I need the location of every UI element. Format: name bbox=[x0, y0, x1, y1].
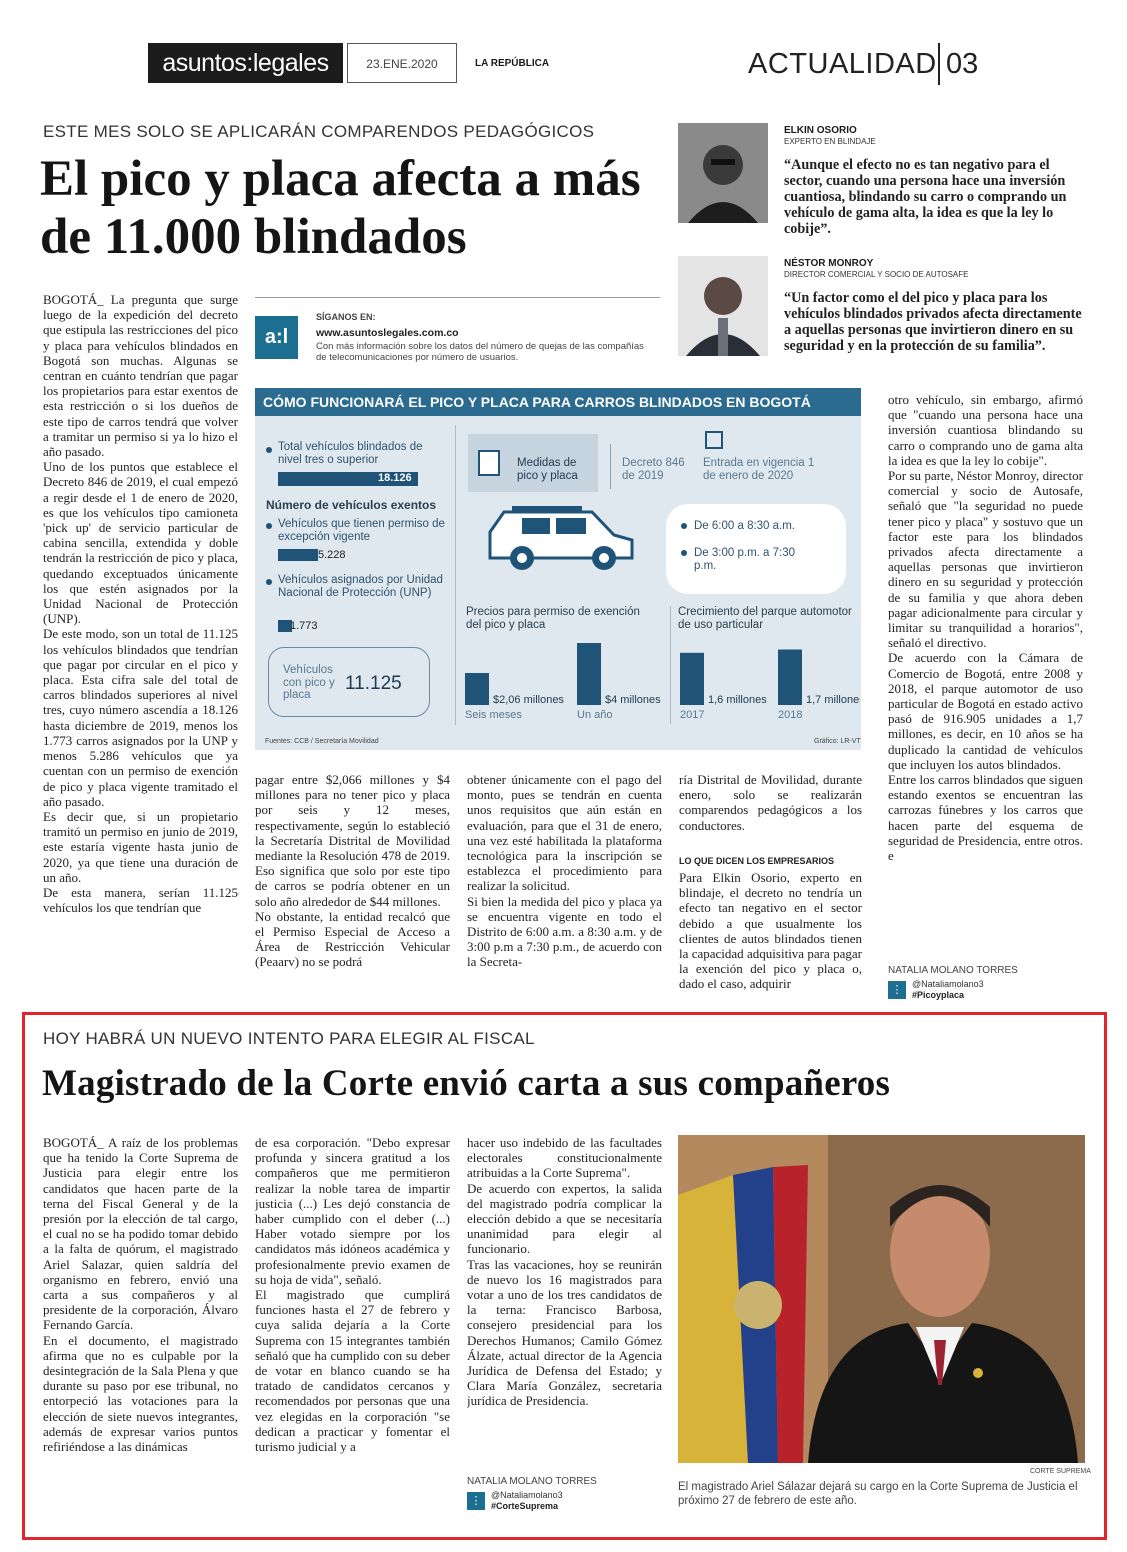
story1-column-3: obtener únicamente con el pago del monto, pues se tendrán en cuenta unos requisitos que aún están en evaluación, para que el 31 de enero, una vez esté habilitada la plataforma tecnológica para la inscripción se establezca el procedimiento para realizar la solicitud. Si bien la medida del pico y placa ya se encuentra vigente en todo el Distrito de 6:00 a.m. a 8:30 a.m. y de 3:00 p.m a 7:30 p.m., de acuerdo con la Secreta- bbox=[467, 772, 662, 970]
chart1-category-label-0: Seis meses bbox=[465, 709, 522, 721]
story2-byline: NATALIA MOLANO TORRES bbox=[467, 1476, 597, 1487]
story2-column-2: de esa corporación. "Debo expresar profunda y sincera gratitud a los compañeros que me permitieron realizar la noble tarea de impartir justicia (...) Les dejó constancia de haber cumplido con el deber (...) Haber votado siempre por los candidatos más idóneos académica y profesionalmente previo examen de su hoja de vida", señaló. El magistrado que cumplirá funciones hasta el 27 de febrero y cuya salida dejaría a la Corte Suprema con 15 integrantes también señaló que ha cumplido con su deber de votar en blanco cuando se ha tratado de candidatos cercanos y recomendados por personas que una vez elegidas en la corporación "se dedican a practicar y fomentar el turismo judicial y a bbox=[255, 1135, 450, 1455]
follow-rule bbox=[255, 297, 660, 298]
nestor-monroy-photo bbox=[678, 256, 768, 356]
growth-chart-title: Crecimiento del parque automotor de uso particular bbox=[678, 606, 852, 631]
chart2-value-label-1: 1,7 millones bbox=[806, 694, 860, 706]
chart2-category-label-0: 2017 bbox=[680, 709, 705, 721]
story2-kicker: HOY HABRÁ UN NUEVO INTENTO PARA ELEGIR AL FISCAL bbox=[43, 1029, 535, 1048]
quote1-name: ELKIN OSORIO bbox=[784, 125, 857, 136]
bullet-icon bbox=[266, 523, 272, 529]
quote2-role: DIRECTOR COMERCIAL Y SOCIO DE AUTOSAFE bbox=[784, 270, 969, 279]
story2-title: Magistrado de la Corte envió carta a sus compañeros bbox=[42, 1063, 891, 1104]
infographic-charts bbox=[460, 640, 860, 725]
infographic-bar-charts bbox=[460, 640, 860, 725]
story1-twitter[interactable]: @Nataliamolano3 bbox=[912, 979, 984, 989]
chart1-value-label-1: $4 millones bbox=[605, 694, 661, 706]
story1-column-4b: Para Elkin Osorio, experto en blindaje, el decreto no tendría un efecto tan negativo en el sector debido a que usualmente los clientes de autos blindados tienen la capacidad adquisitiva para pagar la exención del pico y placa o, dado el caso, adquirir bbox=[679, 870, 862, 992]
chart2-bar-1 bbox=[778, 650, 802, 705]
story1-title: El pico y placa afecta a más de 11.000 blindados bbox=[40, 151, 641, 265]
exempt-unp-value: 1.773 bbox=[290, 620, 318, 632]
section-title: ACTUALIDAD bbox=[748, 48, 937, 80]
exempt-permit-value: 5.228 bbox=[318, 549, 346, 561]
story1-byline: NATALIA MOLANO TORRES bbox=[888, 965, 1018, 976]
page-number: 03 bbox=[946, 48, 979, 80]
infographic-divider bbox=[455, 425, 456, 725]
chart2-value-label-0: 1,6 millones bbox=[708, 694, 767, 706]
author-icon: ⋮ bbox=[888, 981, 906, 999]
newspaper-name: LA REPÚBLICA bbox=[475, 58, 550, 69]
chart1-bar-0 bbox=[465, 673, 489, 705]
exempt-header: Número de vehículos exentos bbox=[266, 498, 437, 512]
quote2-text: “Un factor como el del pico y placa para los vehículos blindados privados afecta directamente a aquellas personas que invirtieron dinero en su seguridad y en la protección de su familia”. bbox=[784, 290, 1082, 354]
follow-label: SÍGANOS EN: bbox=[316, 312, 376, 322]
story1-column-2: pagar entre $2,066 millones y $4 millones para no tener pico y placa por seis y 12 meses, respectivamente, según lo estableció la Secretaría Distrital de Movilidad mediante la Resolución 478 de 2019. Eso significa que solo por este tipo de carros se podría obtener en un solo año alrededor de $44 millones. No obstante, la entidad recalcó que el Permiso Especial de Acceso a Área de Restricción Vehicular (Peaarv) no se podrá bbox=[255, 772, 450, 970]
schedule-afternoon: De 3:00 p.m. a 7:30 p.m. bbox=[694, 547, 796, 572]
follow-url[interactable]: www.asuntoslegales.com.co bbox=[316, 327, 459, 339]
follow-description: Con más información sobre los datos del número de quejas de las compañías de telecomunicaciones por número de usuarios. bbox=[316, 341, 644, 363]
measures-divider bbox=[610, 444, 611, 489]
prices-chart-title: Precios para permiso de exención del pico y placa bbox=[466, 606, 640, 631]
story2-twitter[interactable]: @Nataliamolano3 bbox=[491, 1490, 563, 1500]
story1-column-5: otro vehículo, sin embargo, afirmó que "cuando una persona hace una inversión cuantiosa blindando su carro o comprando uno de gama alta la idea es que la ley lo cobije". Por su parte, Néstor Monroy, director comercial y socio de Autosafe, señaló que "la seguridad no puede tener pico y placa" y sostuvo que un factor este para los blindados privados afecta directamente a aquellas personas que invirtieron dinero en su seguridad y protección de su familia y que ahora deben pagar adicionalmente para circular y limitar su tranquilidad a horarios", señaló el directivo. De acuerdo con la Cámara de Comercio de Bogotá, entre 2008 y 2018, el parque automotor de uso particular de Bogotá en estado activo pasó de 916.905 unidades a 1,7 millones, es decir, en 10 años se ha duplicado la cantidad de vehículos que incluyen los autos blindados. Entre los carros blindados que siguen estando exentos se encuentran las carrozas fúnebres y los carros que hacen parte del esquema de seguridad de Presidencia, entre otros. e bbox=[888, 392, 1083, 864]
suv-icon bbox=[482, 500, 647, 575]
issue-date: 23.ENE.2020 bbox=[347, 43, 457, 83]
infographic-credit: Gráfico: LR-VT bbox=[814, 738, 861, 745]
exempt-unp-label: Vehículos asignados por Unidad Nacional de Protección (UNP) bbox=[278, 574, 443, 599]
header-divider bbox=[938, 43, 940, 85]
bullet-icon bbox=[681, 550, 687, 556]
infographic-source: Fuentes: CCB / Secretaría Movilidad bbox=[265, 738, 379, 745]
elkin-osorio-photo bbox=[678, 123, 768, 223]
story1-kicker: ESTE MES SOLO SE APLICARÁN COMPARENDOS PEDAGÓGICOS bbox=[43, 122, 595, 141]
quote2-name: NÉSTOR MONROY bbox=[784, 258, 874, 269]
chart2-category-label-1: 2018 bbox=[778, 709, 803, 721]
decree-label: Decreto 846 de 2019 bbox=[622, 457, 685, 482]
infographic-title: CÓMO FUNCIONARÁ EL PICO Y PLACA PARA CARROS BLINDADOS EN BOGOTÁ bbox=[255, 388, 861, 416]
bullet-icon bbox=[681, 523, 687, 529]
story1-subhead: LO QUE DICEN LOS EMPRESARIOS bbox=[679, 856, 835, 866]
bullet-icon bbox=[266, 447, 272, 453]
magistrate-photo bbox=[678, 1135, 1085, 1463]
document-icon bbox=[478, 450, 500, 476]
schedule-morning: De 6:00 a 8:30 a.m. bbox=[694, 520, 796, 532]
photo-credit: CORTE SUPREMA bbox=[1030, 1468, 1091, 1475]
brand-logo: asuntos:legales bbox=[148, 43, 343, 83]
story2-column-3: hacer uso indebido de las facultades electorales constitucionalmente atribuidas a la Corte Suprema". De acuerdo con expertos, la salida del magistrado podría complicar la elección debido a que se necesitaría unanimidad para elegir al funcionario. Tras las vacaciones, hoy se reunirán de nuevo los 16 magistrados para votar a uno de los tres candidatos de la terna: Francisco Barbosa, consejero presidencial para los Derechos Humanos; Camilo Gómez Álzate, actual director de la Agencia Jurídica de Defensa del Estado; y Clara María González, secretaria jurídica de Presidencia. bbox=[467, 1135, 662, 1409]
total-vehicles-label: Total vehículos blindados de nivel tres o superior bbox=[278, 441, 423, 466]
measures-label: Medidas de pico y placa bbox=[517, 457, 578, 482]
story2-hashtag[interactable]: #CorteSuprema bbox=[491, 1501, 559, 1511]
calendar-icon bbox=[705, 431, 723, 449]
bullet-icon bbox=[266, 579, 272, 585]
story1-column-1: BOGOTÁ_ La pregunta que surge luego de la expedición del decreto que estipula las restricciones del pico y placa para vehículos blindados en Bogotá son muchas. Algunas se centran en cuánto tendrían que pagar los propietarios para estar exentos de esta restricción o si los dueños de este tipo de carros tendrá que volver a tramitar un permiso si ya lo hizo el año pasado. Uno de los puntos que establece el Decreto 846 de 2019, el cual empezó a regir desde el 1 de enero de 2020, es que los vehículos tipo camioneta 'pick up' de servicio particular de cabina sencilla, extendida y doble tendrán la restricción de pico y placa, quedando exceptuados únicamente los que estén asignados por la Unidad Nacional de Protección (UNP). De este modo, son un total de 11.125 los vehículos blindados que tendrían que pagar por circular en el pico y placa. Esta cifra sale del total de carros blindados superiores al nivel tres, cuyo número ascendía a 18.126 hasta diciembre de 2019, menos los 1.773 carros asignados por la UNP y menos 5.286 vehículos que ya cuentan con un permiso de exención de pico y placa vigente tramitado el año pasado. Es decir que, si un propietario tramitó un permiso en junio de 2019, este estaría vigente hasta junio de 2020, ya que tiene una duración de un año. De esta manera, serían 11.125 vehículos los que tendrían que bbox=[43, 292, 238, 916]
author-icon: ⋮ bbox=[467, 1492, 485, 1510]
total-vehicles-value: 18.126 bbox=[378, 472, 412, 484]
quote1-text: “Aunque el efecto no es tan negativo para el sector, cuando una persona hace una inversión cuantiosa, blindando su carro o comprando un vehículo de gama alta, la idea es que la ley lo cobije”. bbox=[784, 157, 1067, 237]
story1-column-4a: ría Distrital de Movilidad, durante enero, solo se realizarán comparendos pedagógicos a los conductores. bbox=[679, 772, 862, 833]
vehicles-with-restriction-value: 11.125 bbox=[345, 673, 402, 694]
exempt-permit-label: Vehículos que tienen permiso de excepción vigente bbox=[278, 518, 445, 543]
exempt-permit-bar bbox=[278, 549, 318, 561]
effective-date-label: Entrada en vigencia 1 de enero de 2020 bbox=[703, 457, 815, 482]
chart1-category-label-1: Un año bbox=[577, 709, 613, 721]
story1-hashtag[interactable]: #Picoyplaca bbox=[912, 990, 965, 1000]
asuntos-legales-logo: a:l bbox=[255, 316, 298, 359]
photo-caption: El magistrado Ariel Sálazar dejará su cargo en la Corte Suprema de Justicia el próximo 27 de febrero de este año. bbox=[678, 1481, 1078, 1507]
chart1-value-label-0: $2,06 millones bbox=[493, 694, 564, 706]
story2-column-1: BOGOTÁ_ A raíz de los problemas que ha tenido la Corte Suprema de Justicia para elegir entre los candidatos que hacen parte de la terna del Fiscal General y de la presión por la elección de tal cargo, el cual no se ha podido tomar debido a la falta de quórum, el magistrado Ariel Salazar, quien saldría del organismo en febrero, envió una carta a sus compañeros y al presidente de la corporación, Álvaro Fernando García. En el documento, el magistrado afirma que no es culpable por la desintegración de la Sala Plena y que durante su paso por ese tribunal, no entorpeció las votaciones para la elección de siete nuevos integrantes, además de expresar varios puntos refiriéndose a las dinámicas bbox=[43, 1135, 238, 1455]
chart1-bar-1 bbox=[577, 643, 601, 705]
quote1-role: EXPERTO EN BLINDAJE bbox=[784, 137, 876, 146]
vehicles-with-restriction-label: Vehículos con pico y placa bbox=[283, 664, 335, 701]
chart2-bar-0 bbox=[680, 653, 704, 705]
